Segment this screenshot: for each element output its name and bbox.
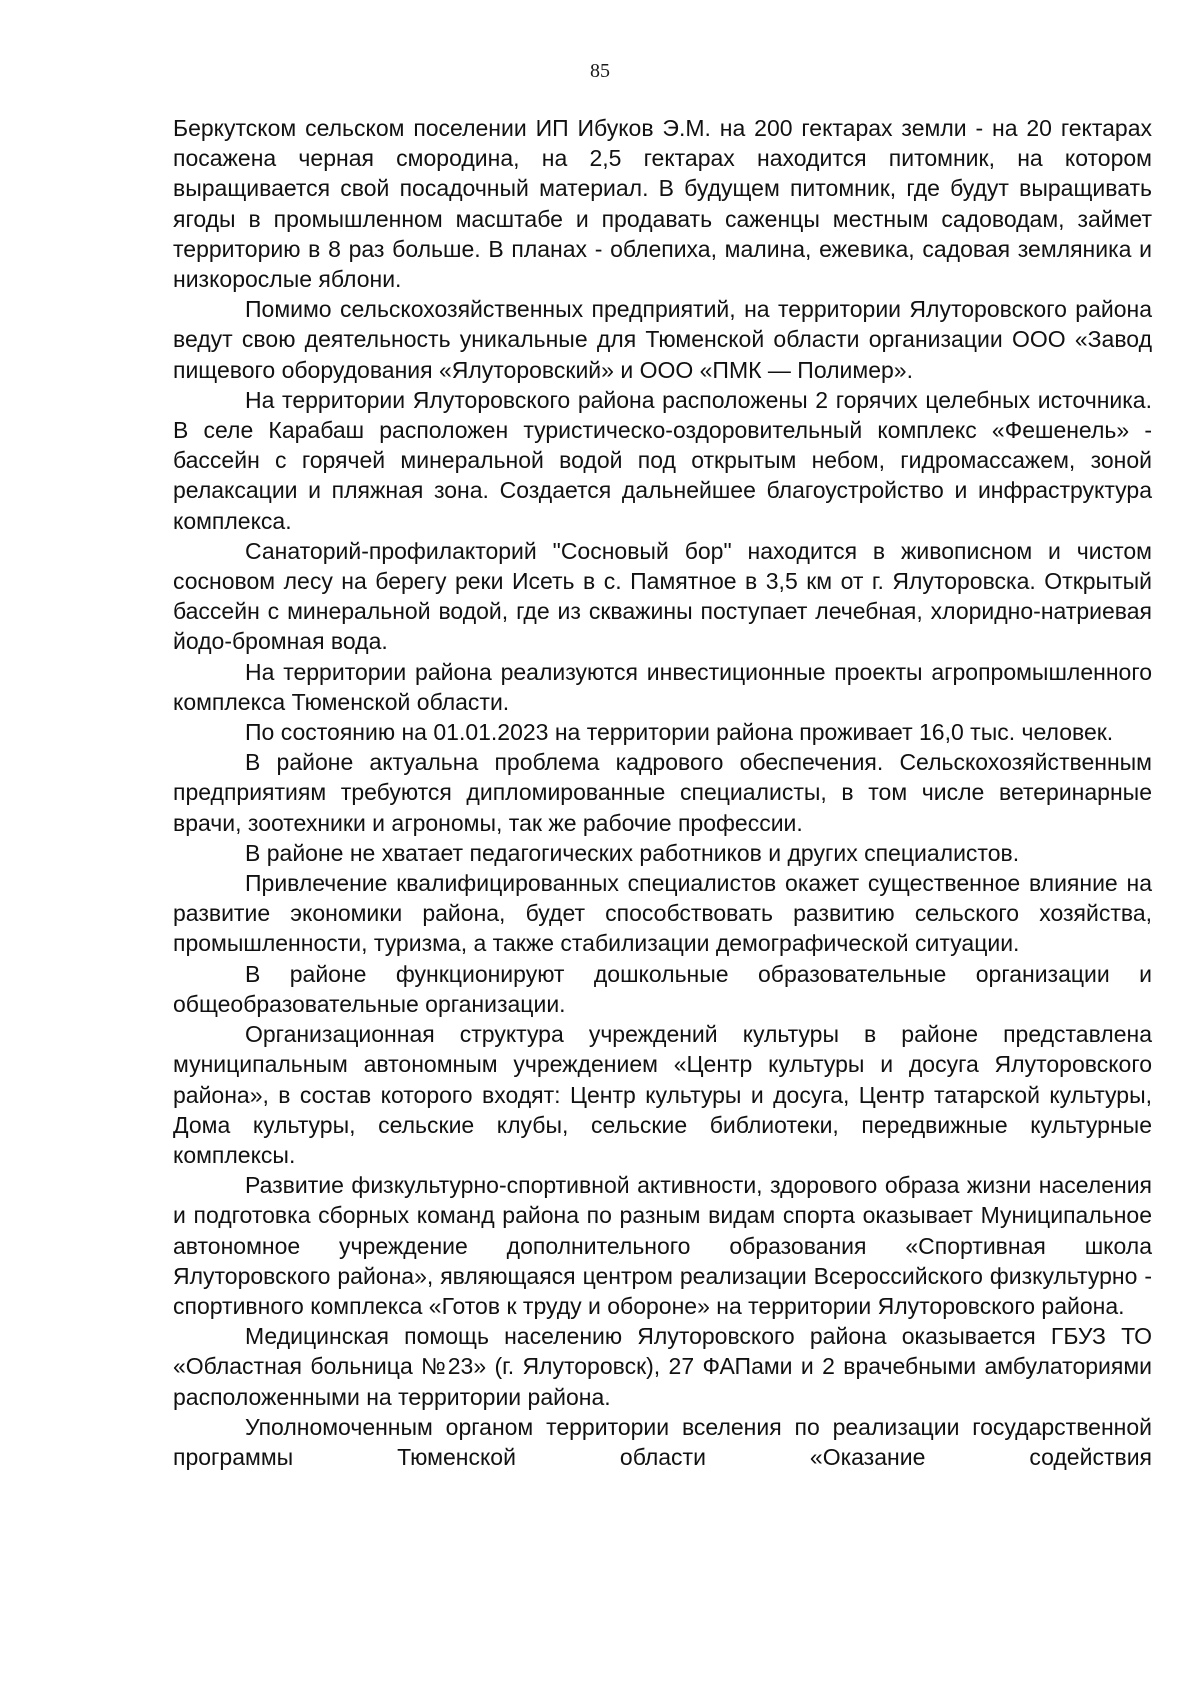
paragraph-medical: Медицинская помощь населению Ялуторовского района оказывается ГБУЗ ТО «Областная больница №23» (г. Ялуторовск), 27 ФАПами и 2 врачебными амбулаториями расположенными на территории района. bbox=[173, 1323, 1152, 1410]
paragraph-hot-springs: На территории Ялуторовского района расположены 2 горячих целебных источника. В селе Карабаш расположен туристическо-оздоровительный комплекс «Фешенель» - бассейн с горячей минеральной водой под открытым небом, гидромассажем, зоной релаксации и пляжная зона. Создается дальнейшее благоустройство и инфраструктура комплекса. bbox=[173, 386, 1152, 534]
paragraph-program: Уполномоченным органом территории вселения по реализации государственной программы Тюменской области «Оказание содействия bbox=[173, 1413, 1152, 1470]
paragraph-population: По состоянию на 01.01.2023 на территории района проживает 16,0 тыс. человек. bbox=[245, 719, 1114, 746]
paragraph-continuation: Беркутском сельском поселении ИП Ибуков Э.М. на 200 гектарах земли - на 20 гектарах посажена черная смородина, на 2,5 гектарах находится питомник, на котором выращивается свой посадочный материал. В будущем питомник, где будут выращивать ягоды в промышленном масштабе и продавать саженцы местным садоводам, займет территорию в 8 раз больше. В планах - облепиха, малина, ежевика, садовая земляника и низкорослые яблони. bbox=[173, 115, 1152, 293]
paragraph-sport: Развитие физкультурно-спортивной активности, здорового образа жизни населения и подготовка сборных команд района по разным видам спорта оказывает Муниципальное автономное учреждение дополнительного образования «Спортивная школа Ялуторовского района», являющаяся центром реализации Всероссийского физкультурно - спортивного комплекса «Готов к труду и обороне» на территории Ялуторовского района. bbox=[173, 1172, 1152, 1319]
paragraph-industry: Помимо сельскохозяйственных предприятий, на территории Ялуторовского района ведут свою деятельность уникальные для Тюменской области организации ООО «Завод пищевого оборудования «Ялуторовский» и ООО «ПМК — Полимер». bbox=[173, 296, 1152, 383]
paragraph-specialists: Привлечение квалифицированных специалистов окажет существенное влияние на развитие экономики района, будет способствовать развитию сельского хозяйства, промышленности, туризма, а также стабилизации демографической ситуации. bbox=[173, 870, 1152, 957]
paragraph-education: В районе функционируют дошкольные образовательные организации и общеобразовательные организации. bbox=[173, 960, 1152, 1017]
paragraph-investment: На территории района реализуются инвестиционные проекты агропромышленного комплекса Тюменской области. bbox=[173, 658, 1152, 715]
paragraph-culture: Организационная структура учреждений культуры в районе представлена муниципальным автономным учреждением «Центр культуры и досуга Ялуторовского района», в состав которого входят: Центр культуры и досуга, Центр татарской культуры, Дома культуры, сельские клубы, сельские библиотеки, передвижные культурные комплексы. bbox=[173, 1021, 1152, 1168]
paragraph-teachers: В районе не хватает педагогических работников и других специалистов. bbox=[245, 839, 1020, 866]
document-body bbox=[173, 113, 1152, 1472]
paragraph-sanatorium: Санаторий-профилакторий "Сосновый бор" находится в живописном и чистом сосновом лесу на берегу реки Исеть в с. Памятное в 3,5 км от г. Ялуторовска. Открытый бассейн с минеральной водой, где из скважины поступает лечебная, хлоридно-натриевая йодо-бромная вода. bbox=[173, 537, 1152, 655]
page-number: 85 bbox=[590, 60, 610, 82]
paragraph-staffing: В районе актуальна проблема кадрового обеспечения. Сельскохозяйственным предприятиям требуются дипломированные специалисты, в том числе ветеринарные врачи, зоотехники и агрономы, так же рабочие профессии. bbox=[173, 749, 1152, 836]
